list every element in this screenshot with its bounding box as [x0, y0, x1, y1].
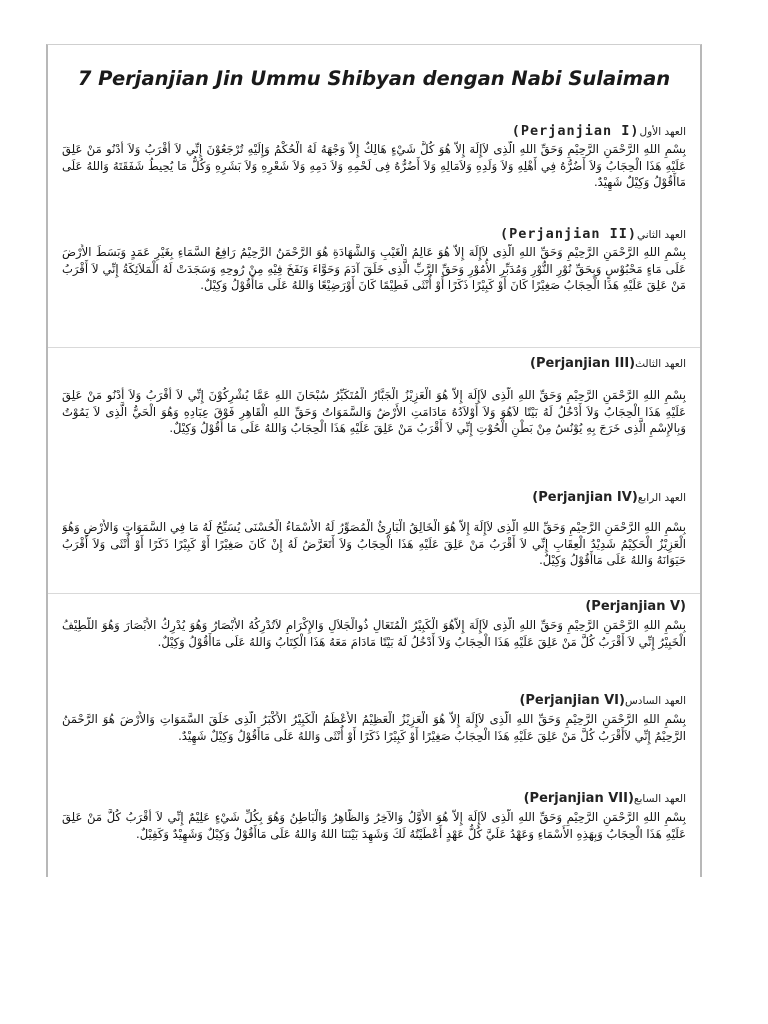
- document-page: [46, 44, 702, 877]
- document-title: 7 Perjanjian Jin Ummu Shibyan dengan Nabi Sulaiman: [77, 67, 671, 90]
- section-perjanjian-4: [62, 489, 686, 587]
- arabic-paragraph: بِسْمِ اللهِ الرَّحْمَنِ الرَّحِيْمِ وَحَقِّ اللهِ الَّذِى لاَإِلَهَ إِلاَّ هُوَ الأَوَّلُ وَالآخِرُ وَالظَّاهِرُ وَالْبَاطِنُ وَهُوَ بِكُلِّ شَيْءٍ عَلِيْمٌ إِنِّي لاَ أَقْرَبُ كُلَّ مَنْ عَلِقَ عَلَيْهِ هَذَا الْحِجَابُ وَبِهَذِهِ الأَسْمَاءِ وَعَهْدُ عَلَيَّ كُلُّ عَهْدٍ أَعْطَيْتُهُ لَكَ وَشَهِدَ بَيْنَنَا اللهُ وَاللهُ عَلَى مَاأَقُوْلُ وَكِيْلٌ وَشَهِيْدٌ وَكَفِيْلٌ.: [62, 810, 686, 841]
- latin-label: (Perjanjian III): [530, 356, 636, 371]
- section-perjanjian-2: [62, 225, 686, 328]
- arabic-paragraph: بِسْمِ اللهِ الرَّحْمَنِ الرَّحِيْمِ وَحَقِّ اللهِ الَّذِى لاَإِلَهَ إِلاَّهُوَ الْكَبِيْرُ الْمُتَعَالِ ذُوالْجَلاَلِ وَالإِكْرَامِ لاَتُدْرِكُهُ الأَبْصَارُ وَهُوَ يُدْرِكُ الأَبْصَارَ وَهُوَ اللَّطِيْفُ الْخَبِيْرُ إِنِّي لاَ أَقْرَبُ كُلَّ مَنْ عَلِقَ عَلَيْهِ هَذَا الْحِجَابُ وَلاَ أَدْخُلُ لَهُ بَيْتًا مَادَامَ مَعَهُ هَذَا الْكِتَابُ وَاللهُ عَلَى مَاأَقُوْلُ وَكِيْلٌ.: [62, 618, 686, 649]
- arabic-label: العهد الأول: [639, 126, 686, 138]
- arabic-paragraph: بِسْمِ اللهِ الرَّحْمَنِ الرَّحِيْمِ وَحَقِّ اللهِ الَّذِى لاَإِلَهَ إِلاَّ هُوَ كُلُّ شَيْءٍ هَالِكٌ إِلاَّ وَجْهَهُ لَهُ الْحُكْمُ وَإِلَيْهِ تُرْجَعُوْنَ إِنِّي لاَ أَقْرَبُ وَلاَ أَدْنُو مَنْ عَلِقَ عَلَيْهِ هَذَا الْحِجَابُ وَلاَ أَضُرُّهُ فِي أَهْلِهِ وَلاَ وَلَدِهِ وَلاَمَالِهِ وَلاَ أَضُرُّهُ فِى لَحْمِهِ وَلاَ دَمِهِ وَلاَ شَعْرِهِ وَلاَ بَشَرِهِ وَكُلُّ مَا يُحِيطُ شَفَقَتَهُ وَاللهُ عَلَى مَاأَقُوْلُ وَكِيْلٌ شَهِيْدٌ.: [62, 142, 686, 189]
- section-heading: [62, 355, 686, 373]
- section-heading: [62, 692, 686, 710]
- page-seam: [48, 347, 700, 348]
- section-perjanjian-3: [62, 355, 686, 471]
- latin-label: (Perjanjian I): [511, 123, 640, 139]
- section-heading: [62, 489, 686, 507]
- section-perjanjian-5: [62, 598, 686, 685]
- section-perjanjian-1: [62, 122, 686, 209]
- section-perjanjian-7: [62, 790, 686, 877]
- arabic-paragraph: بِسْمِ اللهِ الرَّحْمَنِ الرَّحِيْمِ وَحَقِّ اللهِ الَّذِى لاَإِلَهَ إِلاَّ هُوَ الْعَزِيْزُ الْجَبَّارُ الْمُتَكَبِّرُ سُبْحَانَ اللهِ عَمَّا يُشْرِكُوْنَ إِنِّي لاَ أَقْرَبُ وَلاَ أَدْنُو مَنْ عَلِقَ عَلَيْهِ هَذَا الْحِجَابُ وَلاَ أَدْخُلُ لَهُ بَيْتًا لاَهُوَ وَلاَ أَوْلاَدُهُ مَادَامَتِ الأَرْضُ وَالسَّمَوَاتُ وَحَقِّ اللهِ الْقَاهِرِ فَوْقَ عِبَادِهِ وَهُوَ الْحَيُّ الَّذِى لاَ يَمُوْتُ وَبِالإِسْمِ الَّذِى خَرَجَ بِهِ يُوْنُسُ مِنْ بَطْنِ الْحُوْتِ إِنِّي لاَ أَقْرَبُ مَنْ عَلِقَ عَلَيْهِ هَذَا الْحِجَابُ وَاللهُ عَلَى مَا أَقُوْلُ وَكِيْلٌ.: [62, 388, 686, 435]
- page-seam: [48, 593, 700, 594]
- section-heading: [62, 790, 686, 808]
- section-perjanjian-6: [62, 692, 686, 779]
- latin-label: (Perjanjian V): [585, 599, 686, 614]
- arabic-paragraph: بِسْمِ اللهِ الرَّحْمَنِ الرَّحِيْمِ وَحَقِّ اللهِ الَّذِى لاَإِلَهَ إِلاَّ هُوَ عَالِمُ الْغَيْبِ وَالشَّهَادَةِ هُوَ الرَّحْمَنُ الرَّحِيْمُ رَافِعُ السَّمَاءِ بِغَيْرِ عَمَدٍ وَبَسَطَ الأَرْضَ عَلَى مَاءٍ مَحْبُوْسٍ وَبِحَقِّ نُوْرِ النُّوْرِ وَمُدَبِّرِ الأُمُوْرِ وَحَقِّ الرَّبِّ الَّذِى خَلَقَ آدَمَ وَحَوَّاءَ وَنَفَخَ فِيْهِ مِنْ رُوحِهِ وَسَجَدَتْ لَهُ الْمَلاَئِكَةُ إِنِّي لاَ أَقْرَبُ مَنْ عَلِقَ عَلَيْهِ هَذَا الْحِجَابُ صَغِيْرًا كَانَ أَوْ كَبِيْرًا ذَكَرًا أَوْ أُنْثَى فَطِيْمًا كَانَ أَوْرَضِيْعًا وَاللهُ عَلَى مَاأَقُوْلُ وَكِيْلٌ.: [62, 245, 686, 292]
- latin-label: (Perjanjian VI): [519, 693, 625, 708]
- arabic-paragraph: بِسْمِ اللهِ الرَّحْمَنِ الرَّحِيْمِ وَحَقِّ اللهِ الَّذِى لاَإِلَهَ إِلاَّ هُوَ الْعَزِيْزُ الْعَظِيْمُ الأَعْظَمُ الْكَبِيْرُ الأَكْبَرُ الَّذِى خَلَقَ السَّمَوَاتِ وَالأَرْضَ هُوَ الرَّحْمَنُ الرَّحِيْمُ إِنِّي لاَأَقْرَبُ كُلَّ مَنْ عَلِقَ عَلَيْهِ هَذَا الْحِجَابُ صَغِيْرًا أَوْ كَبِيْرًا ذَكَرًا أَوْ أُنْثَى وَاللهُ عَلَى مَاأَقُوْلُ وَكِيْلٌ شَهِيْدٌ.: [62, 712, 686, 743]
- arabic-label: العهد الرابع: [637, 492, 686, 504]
- section-heading: [62, 225, 686, 243]
- latin-label: (Perjanjian II): [500, 226, 637, 242]
- arabic-label: العهد السادس: [624, 695, 686, 707]
- arabic-paragraph: بِسْمِ اللهِ الرَّحْمَنِ الرَّحِيْمِ وَحَقِّ اللهِ الَّذِى لاَإِلَهَ إِلاَّ هُوَ الْخَالِقُ الْبَارِئُ الْمُصَوِّرُ لَهُ الأَسْمَاءُ الْحُسْنَى يُسَبِّحُ لَهُ مَا فِي السَّمَوَاتِ وَالأَرْضِ وَهُوَ الْعَزِيْزُ الْحَكِيْمُ شَدِيْدُ الْعِقَابِ إِنِّي لاَ أَقْرَبُ مَنْ عَلِقَ عَلَيْهِ هَذَا الْحِجَابُ وَلاَ أَتَعَرَّضُ لَهُ إِنْ كَانَ صَغِيْرًا أَوْ كَبِيْرًا ذَكَرًا أَوْ أُنْثَى وَلاَ أَقْرَبُ حَيَوَانَهُ وَاللهُ عَلَى مَاأَقُوْلُ وَكِيْلٌ.: [62, 520, 686, 567]
- arabic-label: العهد السابع: [633, 793, 686, 805]
- arabic-label: العهد الثالث: [635, 358, 686, 370]
- section-heading: [62, 598, 686, 616]
- arabic-label: العهد الثاني: [636, 229, 686, 241]
- section-heading: [62, 122, 686, 140]
- latin-label: (Perjanjian VII): [523, 791, 634, 806]
- latin-label: (Perjanjian IV): [532, 490, 638, 505]
